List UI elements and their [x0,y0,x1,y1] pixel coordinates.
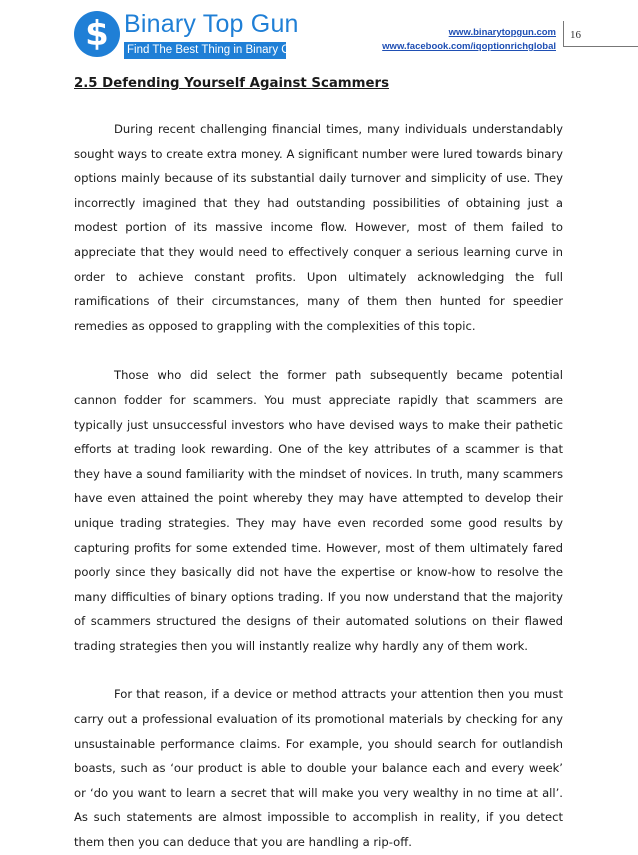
dollar-icon: $ [74,11,120,57]
main-content [74,74,563,855]
paragraph-3: For that reason, if a device or method attracts your attention then you must carry out a professional evaluation of its promotional materials by checking for any unsustainable performance claims. For example, you should search for outlandish boasts, such as ‘our product is able to double your balance each and every week’ or ‘do you want to learn a secret that will make you very wealthy in no time at all’. As such statements are almost impossible to accomplish in reality, if you detect them then you can deduce that you are handling a rip-off. [74,687,563,850]
paragraph-1: During recent challenging financial times, many individuals understandably sought ways to create extra money. A significant number were lured towards binary options mainly because of its substantial daily turnover and simplicity of use. They incorrectly imagined that they had outstanding possibilities of obtaining just a modest portion of its massive income flow. However, most of them failed to appreciate that they would need to effectively conquer a serious learning curve in order to achieve constant profits. Upon ultimately acknowledging the full ramifications of their circumstances, many of them then hunted for speedier remedies as opposed to grappling with the complexities of this topic. [74,122,563,333]
header-links [382,26,556,54]
paragraph-2: Those who did select the former path subsequently became potential cannon fodder for scammers. You must appreciate rapidly that scammers are typically just unsuccessful investors who have devised ways to make their pathetic efforts at trading look rewarding. One of the key attributes of a scammer is that they have a sound familiarity with the mindset of novices. In truth, many scammers have even attained the point whereby they may have attempted to develop their unique trading strategies. They may have even recorded some good results by capturing profits for some extended time. However, most of them ultimately fared poorly since they basically did not have the expertise or know-how to resolve the many difficulties of binary options trading. If you now understand that the majority of scammers structured the designs of their automated solutions on their flawed trading strategies then you will instantly realize why hardly any of them work. [74,368,563,653]
website-link[interactable]: www.binarytopgun.com [448,27,556,38]
logo-title: Binary Top Gun [124,10,299,38]
facebook-link[interactable]: www.facebook.com/iqoptionrichglobal [382,41,556,52]
brand-logo [74,8,321,64]
page-number: 16 [563,21,638,47]
section-heading: 2.5 Defending Yourself Against Scammers [74,76,390,91]
logo-tagline: Find The Best Thing in Binary Options [124,42,286,59]
